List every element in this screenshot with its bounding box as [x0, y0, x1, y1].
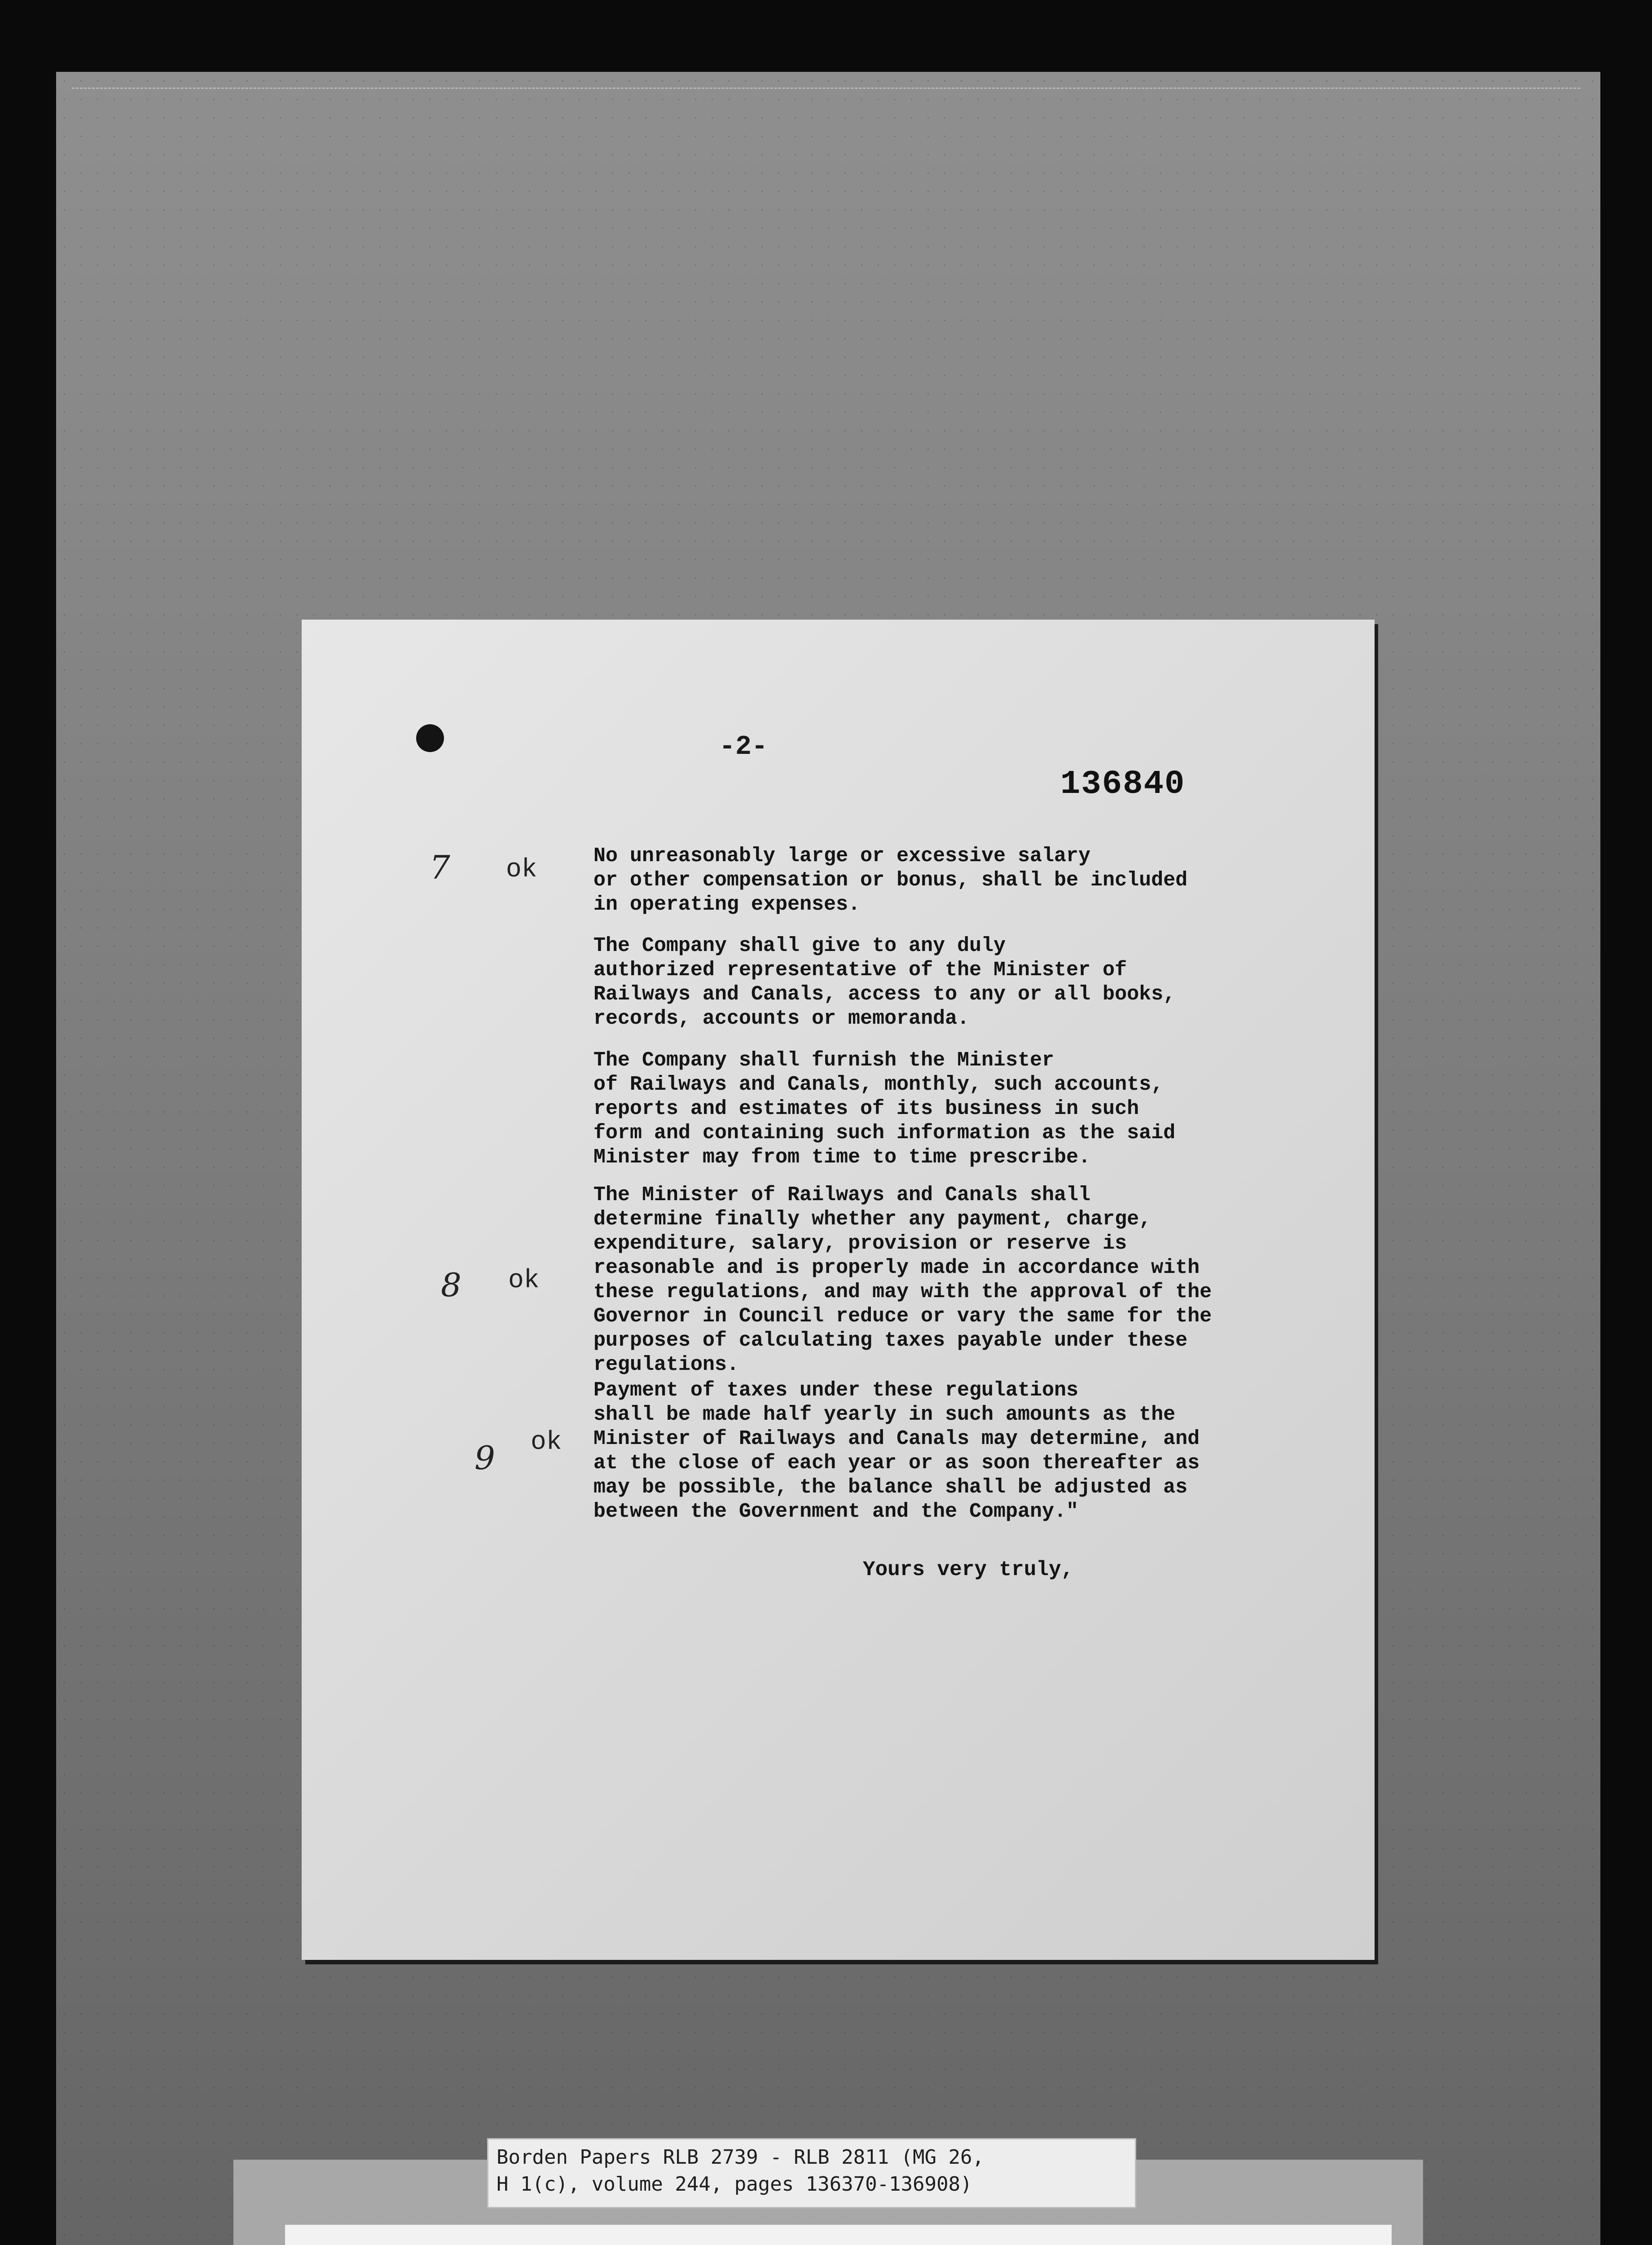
archives-label-card — [285, 2225, 1392, 2245]
margin-note-number: 9 — [475, 1439, 495, 1477]
margin-check-mark: ok — [508, 1266, 540, 1295]
letter-page — [302, 620, 1375, 1960]
film-edge-marks — [72, 88, 1580, 102]
punch-hole — [416, 724, 444, 752]
paragraph-access-to-books: The Company shall give to any duly authorized representative of the Minister of Railways and Canals, access to any or all books, records, accounts or memoranda. — [593, 934, 1176, 1030]
margin-note-number: 8 — [441, 1266, 461, 1304]
paragraph-monthly-accounts: The Company shall furnish the Minister of Railways and Canals, monthly, such accounts, reports and estimates of its business in such form and containing such information as the said Minister may from time to time prescribe. — [593, 1049, 1176, 1169]
margin-check-mark: ok — [506, 855, 537, 885]
paragraph-payment-of-taxes: Payment of taxes under these regulations shall be made half yearly in such amounts as the Minister of Railways and Canals may determine, and at the close of each year or as soon thereafter as may be possible, the balance shall be adjusted as between the Government and the Company." — [593, 1379, 1200, 1523]
margin-check-mark: ok — [531, 1428, 562, 1457]
margin-note-number: 7 — [430, 849, 450, 886]
archive-caption-text: Borden Papers RLB 2739 - RLB 2811 (MG 26, H 1(c), volume 244, pages 136370-136908) — [496, 2146, 984, 2196]
paragraph-minister-determination: The Minister of Railways and Canals shall determine finally whether any payment, charge, expenditure, salary, provision or reserve is reasonable and is properly made in accordance with these regulations, and may with the approval of the Governor in Council reduce or vary the same for the purposes of calculating taxes payable under these regulations. — [593, 1184, 1212, 1376]
page-number: -2- — [719, 732, 768, 762]
archive-caption — [487, 2138, 1136, 2208]
letter-closing: Yours very truly, — [863, 1558, 1074, 1581]
paragraph-operating-expenses: No unreasonably large or excessive salary or other compensation or bonus, shall be included in operating expenses. — [593, 845, 1188, 916]
document-number: 136840 — [1060, 766, 1186, 803]
